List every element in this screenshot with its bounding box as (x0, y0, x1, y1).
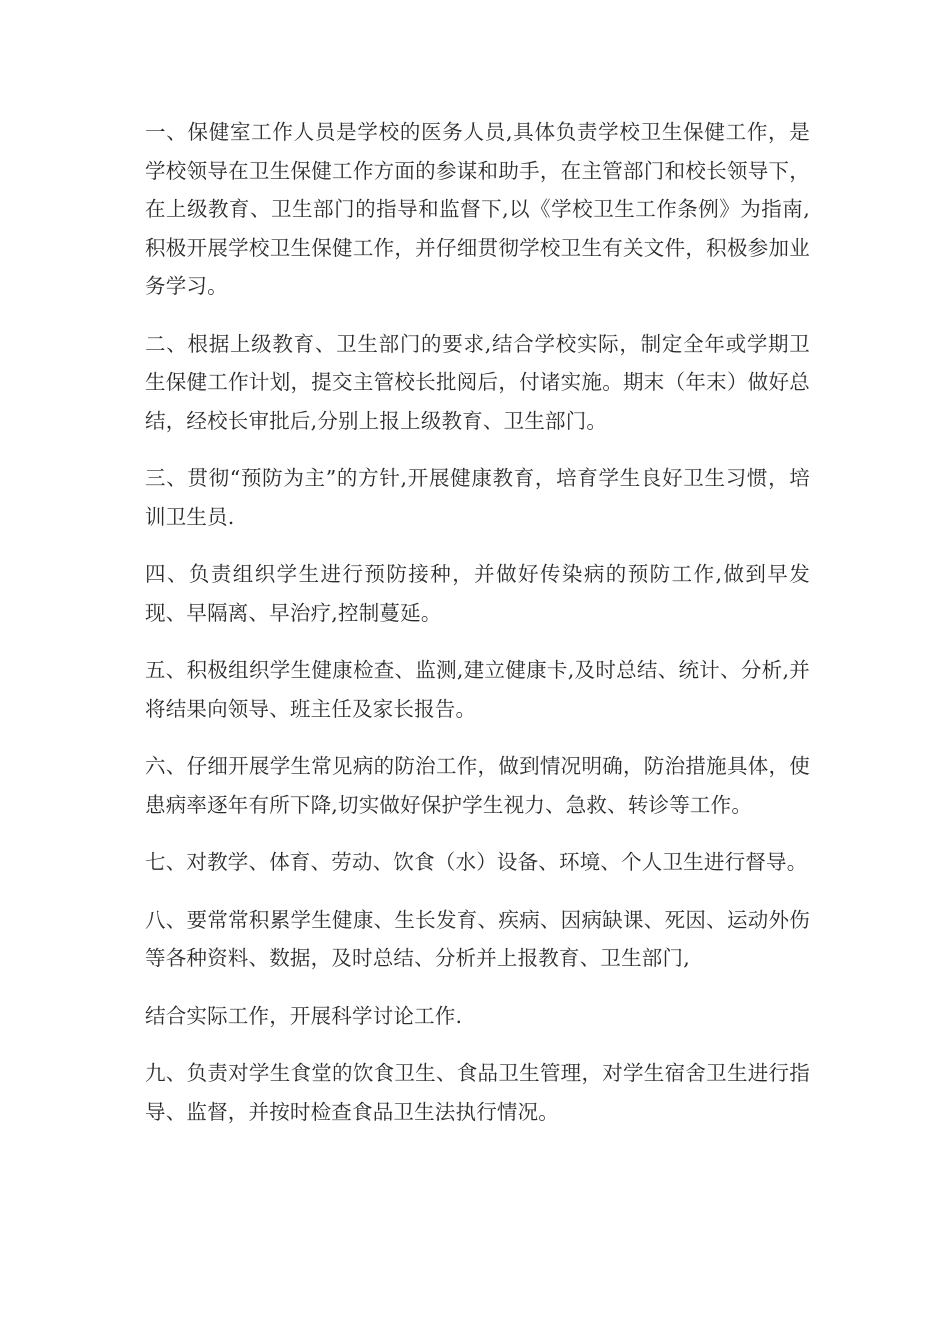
paragraph-1: 一、保健室工作人员是学校的医务人员,具体负责学校卫生保健工作，是学校领导在卫生保健工作方面的参谋和助手，在主管部门和校长领导下，在上级教育、卫生部门的指导和监督下,以《学校卫生工作条例》为指南,积极开展学校卫生保健工作，并仔细贯彻学校卫生有关文件，积极参加业务学习。 (145, 120, 810, 298)
paragraph-8: 八、要常常积累学生健康、生长发育、疾病、因病缺课、死因、运动外伤等各种资料、数据，及时总结、分析并上报教育、卫生部门, (145, 907, 810, 970)
paragraph-7: 七、对教学、体育、劳动、饮食（水）设备、环境、个人卫生进行督导。 (145, 850, 808, 874)
paragraph-3: 三、贯彻“预防为主”的方针,开展健康教育，培育学生良好卫生习惯，培训卫生员. (145, 466, 810, 529)
paragraph-2: 二、根据上级教育、卫生部门的要求,结合学校实际，制定全年或学期卫生保健工作计划，提交主管校长批阅后，付诸实施。期末（年末）做好总结，经校长审批后,分别上报上级教育、卫生部门。 (145, 331, 810, 433)
paragraph-6: 六、仔细开展学生常见病的防治工作，做到情况明确，防治措施具体，使患病率逐年有所下降,切实做好保护学生视力、急救、转诊等工作。 (145, 754, 810, 817)
document-body (145, 113, 810, 1150)
paragraph-8-continued: 结合实际工作，开展科学讨论工作. (145, 1003, 463, 1028)
paragraph-9: 九、负责对学生食堂的饮食卫生、食品卫生管理，对学生宿舍卫生进行指导、监督，并按时检查食品卫生法执行情况。 (145, 1061, 810, 1124)
paragraph-5: 五、积极组织学生健康检查、监测,建立健康卡,及时总结、统计、分析,并将结果向领导、班主任及家长报告。 (145, 658, 810, 721)
paragraph-4: 四、负责组织学生进行预防接种，并做好传染病的预防工作,做到早发现、早隔离、早治疗,控制蔓延。 (145, 562, 810, 625)
